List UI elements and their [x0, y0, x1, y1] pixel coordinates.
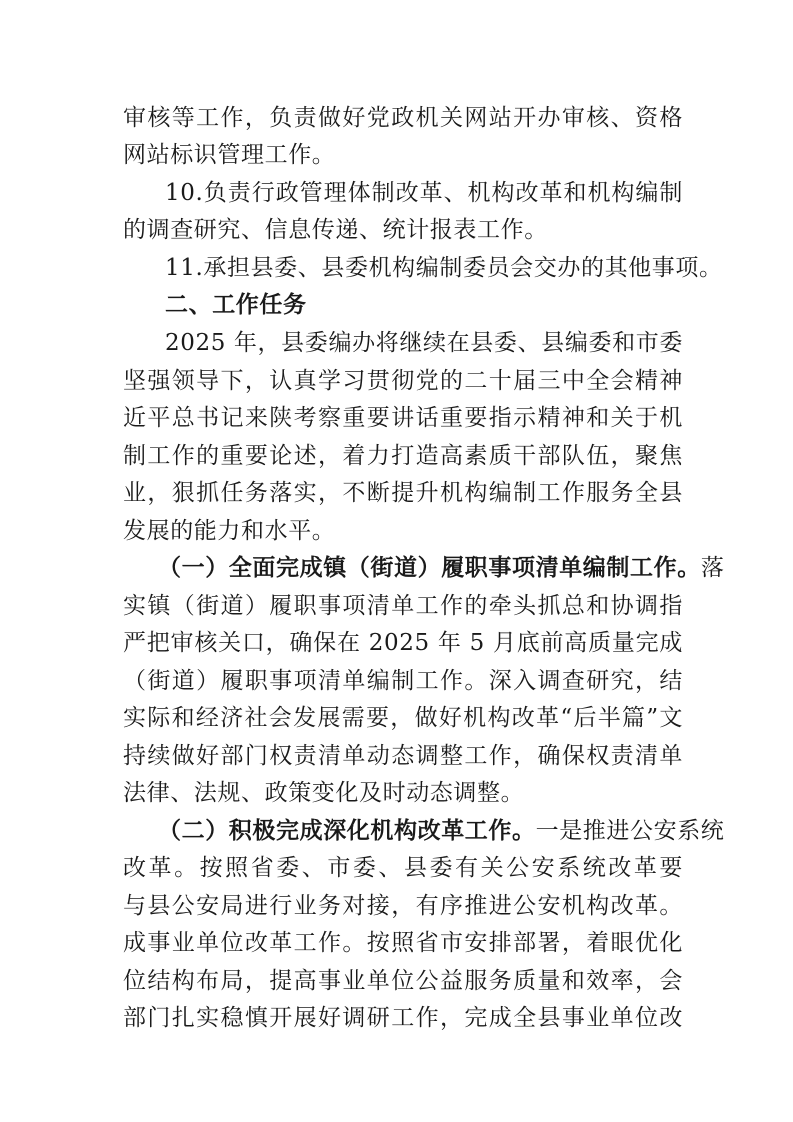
body-text: 落 — [700, 555, 725, 581]
body-line: 成事业单位改革工作。按照省市安排部署，着眼优化 — [123, 930, 683, 956]
body-line: 法律、法规、政策变化及时动态调整。 — [123, 780, 525, 806]
body-text: 一是推进公安系统 — [535, 818, 725, 844]
body-line: 实镇（街道）履职事项清单工作的牵头抓总和协调指 — [123, 593, 683, 619]
body-line: 11.承担县委、县委机构编制委员会交办的其他事项。 — [165, 255, 723, 281]
body-line: 坚强领导下，认真学习贯彻党的二十届三中全会精神 — [123, 368, 683, 394]
body-line — [158, 553, 724, 583]
body-line: 严把审核关口，确保在 2025 年 5 月底前高质量完成 — [123, 630, 683, 656]
body-line: 实际和经济社会发展需要，做好机构改革“后半篇”文 — [123, 705, 683, 731]
body-line: 10.负责行政管理体制改革、机构改革和机构编制 — [165, 180, 683, 206]
section-heading: 二、工作任务 — [165, 292, 307, 318]
body-line — [158, 816, 724, 846]
body-line: 位结构布局，提高事业单位公益服务质量和效率，会 — [123, 968, 683, 994]
body-line: 业，狠抓任务落实，不断提升机构编制工作服务全县 — [123, 480, 683, 506]
body-line: 部门扎实稳慎开展好调研工作，完成全县事业单位改 — [123, 1005, 683, 1031]
body-line: 发展的能力和水平。 — [123, 518, 336, 544]
body-line: 制工作的重要论述，着力打造高素质干部队伍，聚焦 — [123, 443, 683, 469]
body-line: 审核等工作，负责做好党政机关网站开办审核、资格 — [123, 105, 683, 131]
body-line: 改革。按照省委、市委、县委有关公安系统改革要 — [123, 855, 683, 881]
subsection-heading: （二）积极完成深化机构改革工作。 — [158, 817, 536, 844]
body-line: （街道）履职事项清单编制工作。深入调查研究，结 — [123, 668, 683, 694]
subsection-heading: （一）全面完成镇（街道）履职事项清单编制工作。 — [158, 554, 701, 581]
body-line: 持续做好部门权责清单动态调整工作，确保权责清单 — [123, 743, 683, 769]
body-line: 网站标识管理工作。 — [123, 142, 336, 168]
body-line: 2025 年，县委编办将继续在县委、县编委和市委 — [165, 330, 683, 356]
body-line: 近平总书记来陕考察重要讲话重要指示精神和关于机 — [123, 405, 683, 431]
body-line: 与县公安局进行业务对接，有序推进公安机构改革。 — [123, 893, 683, 919]
body-line: 的调查研究、信息传递、统计报表工作。 — [123, 217, 548, 243]
